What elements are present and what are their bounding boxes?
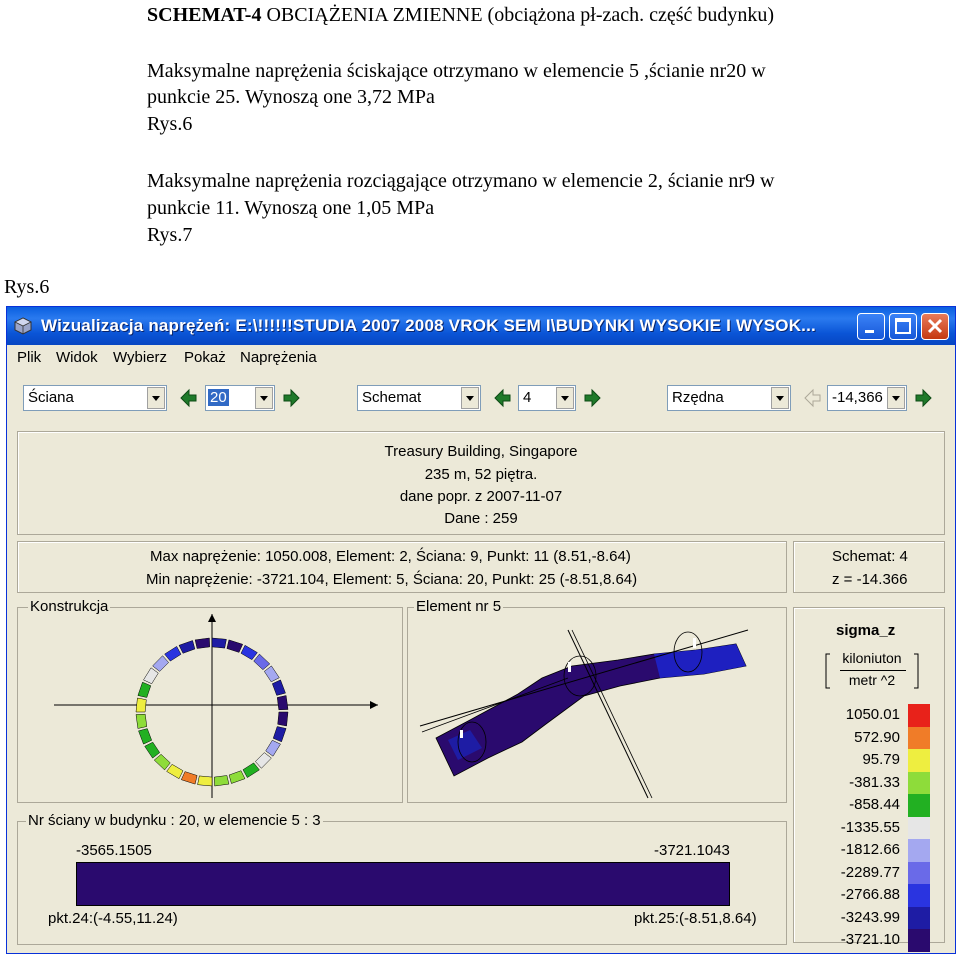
wall-segment [195,638,210,649]
building-height: 235 m, 52 piętra. [424,466,538,483]
wall-segment [243,763,259,778]
schema-number-value: 4 [523,389,532,406]
legend-entry [794,862,944,884]
building-name: Treasury Building, Singapore [384,443,578,460]
element-group [407,598,787,803]
legend-swatch [908,817,930,840]
window-title: Wizualizacja naprężeń: E:\!!!!!!STUDIA 2007 2008 VROK SEM I\BUDYNKI WYSOKIE I WYSOK... [41,316,816,335]
wall-segment [277,696,288,710]
legend-swatch [908,929,930,952]
legend-value: -381.33 [849,773,900,791]
element-type-value: Ściana [28,389,74,406]
schema-info-panel [793,541,945,593]
wall-segment [136,698,146,712]
wall-segment [227,640,243,653]
document-heading: SCHEMAT-4 OBCIĄŻENIA ZMIENNE (obciążona pł-zach. część budynku) [147,4,775,26]
maximize-button[interactable] [889,313,917,340]
maximize-icon [890,314,916,339]
wall-segment [179,641,195,654]
para2-line1: Maksymalne naprężenia rozciągające otrzymano w elemencie 2, ścianie nr9 w [147,170,775,192]
legend-swatch [908,884,930,907]
legend-swatch [908,839,930,862]
wall-right-value: -3721.1043 [654,842,730,859]
legend-panel [793,607,945,948]
element-drawing [408,608,786,802]
legend-entry [794,704,944,726]
chevron-down-icon[interactable] [556,387,574,409]
wall-segment [198,776,212,786]
wall-segment [214,776,229,787]
chevron-down-icon[interactable] [461,387,479,409]
legend-value: -1335.55 [840,818,900,836]
legend-value: 1050.01 [845,706,900,723]
legend-swatch [908,749,930,772]
wall-stress-bar [76,862,730,906]
minimize-icon [858,314,884,339]
schema-text: Schemat: 4 [832,548,908,565]
next-wall-arrow-icon[interactable] [281,385,303,411]
next-ordinate-arrow-icon[interactable] [913,385,935,411]
next-schema-arrow-icon[interactable] [582,385,604,411]
wall-segment [278,712,288,726]
wall-segment [153,656,169,672]
wall-segment [138,682,151,697]
wall-segment [266,740,281,756]
close-button[interactable] [921,313,949,340]
schema-number-select[interactable] [518,385,576,411]
legend-swatch [908,727,930,750]
legend-entry [794,794,944,816]
wall-segment [241,645,257,659]
menu-bar [7,345,955,371]
wall-stress-group [17,812,787,945]
chevron-down-icon[interactable] [887,387,905,409]
building-info-panel [17,431,945,535]
wall-segment [212,638,226,648]
wall-segment [154,754,170,770]
ordinate-value: -14,366 [832,389,883,406]
wall-segment [167,764,183,778]
wall-segment [136,714,147,728]
legend-entry [794,839,944,861]
visualization-window [6,306,956,954]
para2-line2: punkcie 11. Wynoszą one 1,05 MPa [147,197,435,219]
max-stress-text: Max naprężenie: 1050.008, Element: 2, Ściana: 9, Punkt: 11 (8.51,-8.64) [150,548,631,565]
legend-entry [794,817,944,839]
legend-value: -1812.66 [840,841,900,858]
legend-value: -3721.10 [840,931,900,948]
legend-entry [794,749,944,771]
z-text: z = -14.366 [832,571,908,588]
close-icon [922,314,948,339]
wall-segment [144,668,159,684]
para1-line2: punkcie 25. Wynoszą one 3,72 MPa [147,86,435,108]
legend-value: -3243.99 [840,908,900,926]
chevron-down-icon[interactable] [147,387,165,409]
construction-group [17,598,403,803]
stress-stats-panel [17,541,787,593]
legend-swatch [908,772,930,795]
wall-right-point: pkt.25:(-8.51,8.64) [634,910,757,927]
ordinate-type-value: Rzędna [672,389,724,406]
wall-number-value: 20 [210,389,227,406]
wall-segment [229,771,245,784]
wall-segment [264,666,279,682]
menu-pokaz[interactable]: Pokaż [184,349,226,366]
chevron-down-icon[interactable] [771,387,789,409]
para1-line1: Maksymalne naprężenia ściskające otrzymano w elemencie 5 ,ścianie nr20 w [147,60,766,82]
wall-segment [145,742,160,758]
legend-entry [794,772,944,794]
element-type-select[interactable] [23,385,167,411]
wall-left-value: -3565.1505 [76,842,152,859]
ordinate-type-select[interactable] [667,385,791,411]
wall-segment [254,654,270,670]
legend-swatch [908,704,930,727]
legend-unit-top: kiloniuton [842,650,902,666]
element-group-label: Element nr 5 [416,598,502,615]
chevron-down-icon[interactable] [255,387,273,409]
para2-caption: Rys.7 [147,224,193,246]
legend-scale [794,704,944,948]
legend-swatch [908,907,930,930]
construction-plan-drawing [18,608,402,802]
legend-entry [794,907,944,929]
para1-caption: Rys.6 [147,113,193,135]
side-caption: Rys.6 [4,276,50,298]
menu-plik[interactable]: Plik [17,349,42,366]
prev-wall-arrow-icon[interactable] [177,385,199,411]
legend-title: sigma_z [836,622,896,639]
schema-type-value: Schemat [362,389,422,406]
prev-ordinate-arrow-icon[interactable] [801,385,823,411]
legend-value: 572.90 [854,728,900,746]
wall-left-point: pkt.24:(-4.55,11.24) [48,910,178,927]
legend-entry [794,727,944,749]
wall-group-label: Nr ściany w budynku : 20, w elemencie 5 : 3 [28,812,321,829]
legend-value: 95.79 [862,751,900,768]
legend-swatch [908,862,930,885]
legend-value: -858.44 [849,796,900,813]
wall-segment [165,646,181,661]
legend-value: -2289.77 [840,863,900,881]
title-bar[interactable] [7,307,955,345]
legend-unit-bottom: metr ^2 [848,672,896,688]
wall-segment [272,680,285,696]
prev-schema-arrow-icon[interactable] [491,385,513,411]
menu-widok[interactable]: Widok [56,349,98,366]
legend-value: -2766.88 [840,886,900,903]
data-date: dane popr. z 2007-11-07 [399,488,563,505]
app-cube-icon [13,316,33,336]
min-stress-text: Min naprężenie: -3721.104, Element: 5, Ściana: 20, Punkt: 25 (-8.51,8.64) [146,571,638,588]
legend-swatch [908,794,930,817]
wall-segment [181,772,197,785]
schema-type-select[interactable] [357,385,481,411]
ordinate-value-select[interactable] [827,385,907,411]
wall-segment [273,727,286,742]
menu-wybierz[interactable]: Wybierz [113,349,168,366]
menu-naprezenia[interactable]: Naprężenia [240,349,317,366]
wall-segment [255,753,271,769]
data-count: Dane : 259 [444,510,518,527]
minimize-button[interactable] [857,313,885,340]
construction-group-label: Konstrukcja [30,598,109,615]
legend-entry [794,884,944,906]
wall-number-select[interactable] [205,385,275,411]
unit-brackets [824,652,924,692]
legend-entry [794,929,944,951]
wall-segment [139,729,152,745]
